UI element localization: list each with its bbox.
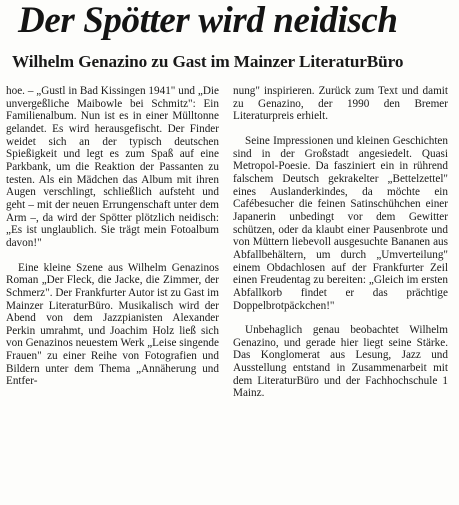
article-headline: Der Spötter wird neidisch xyxy=(18,0,398,41)
article-subheadline: Wilhelm Genazino zu Gast im Mainzer LiteraturBüro xyxy=(12,52,404,71)
paragraph-impressions: Seine Impressionen und kleinen Geschichten sind in der Großstadt angesiedelt. Quasi Metropol-Poesie. Da fasziniert ein in rührend falschem Deutsch gekrakelter „Bettelzettel" eines Auslanderkindes, da möchte ein Cafébesucher die feinen Satinschühchen einer Japanerin unbedingt vor dem Gewitter schützen, oder da klaubt einer Pausenbrote und von Müttern liebevoll ausgesuchte Bananen aus Abfallbehältern, um durch „Umverteilung" einem Obdachlosen auf der Frankfurter Zeil einen Freudentag zu bereiten: „Gleich im ersten Abfallkorb findet er das prächtige Doppelbrotpäckchen!" xyxy=(233,134,448,312)
right-column xyxy=(233,85,448,400)
paragraph-conclusion: Unbehaglich genau beobachtet Wilhelm Genazino, und gerade hier liegt seine Stärke. Das Konglomerat aus Lesung, Jazz und Ausstellung entstand in Zusammenarbeit mit dem LiteraturBüro und der Fachhochschule 1 Mainz. xyxy=(233,324,448,400)
left-column xyxy=(6,85,219,388)
paragraph-continuation: nung" inspirieren. Zurück zum Text und damit zu Genazino, der 1990 den Bremer Literaturpreis erhielt. xyxy=(233,85,448,123)
paragraph-intro: hoe. – „Gustl in Bad Kissingen 1941" und „Die unvergeßliche Maibowle bei Schmitz": Ein Familienalbum. Nun ist es in einer Mülltonne gelandet. Es wird herausgefischt. Der Finder weidet sich an der typisch deutschen Spießigkeit und legt es zum Spaß auf eine Parkbank, um die Reaktion der Passanten zu testen. Als ein Mädchen das Album mit ihren Augen verschlingt, schließlich aufsteht und geht – mit der neuen Errungenschaft unter dem Arm –, da wird der Spötter plötzlich neidisch: „Es ist unglaublich. Sie trägt mein Fotoalbum davon!" xyxy=(6,85,219,249)
paragraph-novel-scene: Eine kleine Szene aus Wilhelm Genazinos Roman „Der Fleck, die Jacke, die Zimmer, der Schmerz". Der Frankfurter Autor ist zu Gast im Mainzer LiteraturBüro. Musikalisch wird der Abend von dem Jazzpianisten Alexander Perkin umrahmt, und Joachim Holz ließ sich von Genazinos neuestem Werk „Leise singende Frauen" zu einer Reihe von Fotografien und Bildern unter dem Thema „Annäherung und Entfer- xyxy=(6,261,219,388)
